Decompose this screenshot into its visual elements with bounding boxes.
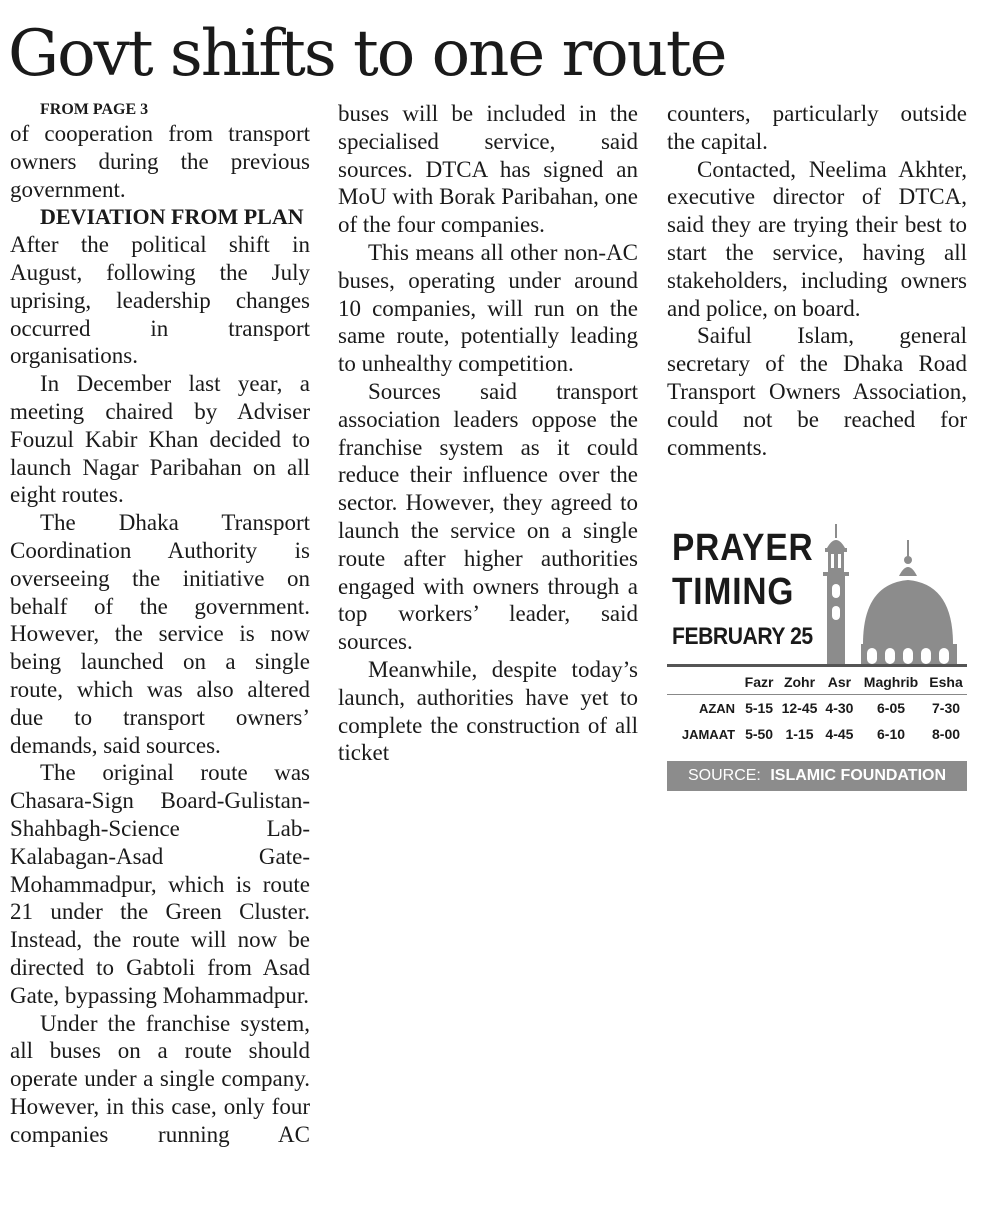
azan-fazr: 5-15 [745, 700, 774, 716]
prayer-header-row [667, 670, 967, 695]
paragraph: buses will be included in the specialised service, said sources. DTCA has signed an MoU with Borak Paribahan, one of the four companies. [338, 101, 638, 238]
paragraph: counters, particularly outside the capital. [667, 101, 967, 154]
prayer-date: FEBRUARY 25 [672, 623, 813, 650]
article-column-3 [667, 100, 967, 461]
paragraph: The Dhaka Transport Coordination Authority is overseeing the initiative on behalf of the government. However, the service is now being launched on a single route, which was also altered due to transport owners’ demands, said sources. [10, 510, 310, 758]
paragraph: of cooperation from transport owners during the previous government. [10, 121, 310, 202]
header-fazr: Fazr [741, 670, 777, 695]
jamaat-asr: 4-45 [825, 726, 854, 742]
prayer-table [667, 670, 967, 747]
paragraph: This means all other non-AC buses, operating under around 10 companies, will run on the same route, potentially leading to unhealthy competition. [338, 239, 638, 377]
jamaat-zohr: 1-15 [785, 726, 814, 742]
azan-maghrib: 6-05 [877, 700, 906, 716]
paragraph: Contacted, Neelima Akhter, executive director of DTCA, said they are trying their best to start the service, having all stakeholders, including owners and police, on board. [667, 156, 967, 321]
jamaat-esha: 8-00 [932, 726, 961, 742]
header-corner [667, 670, 741, 695]
source-bar [667, 761, 967, 791]
header-asr: Asr [822, 670, 857, 695]
prayer-timing-box [667, 520, 967, 792]
headline: Govt shifts to one route [8, 17, 726, 91]
azan-esha: 7-30 [932, 700, 961, 716]
article-column-1 [10, 100, 310, 1148]
kicker-from-page: FROM PAGE 3 [40, 101, 149, 118]
paragraph: Sources said transport association leaders oppose the franchise system as it could reduce their influence over the sector. However, they agreed to launch the service on a single route after higher authorities engaged with owners through a top workers’ leader, said sources. [338, 378, 638, 655]
azan-zohr: 12-45 [781, 700, 818, 716]
paragraph: Saiful Islam, general secretary of the Dhaka Road Transport Owners Association, could not be reached for comments. [667, 323, 967, 460]
paragraph: In December last year, a meeting chaired by Adviser Fouzul Kabir Khan decided to launch Nagar Paribahan on all eight routes. [10, 371, 310, 508]
paragraph: Meanwhile, despite today’s launch, authorities have yet to complete the construction of all ticket [338, 656, 638, 766]
subheading: DEVIATION FROM PLAN [40, 204, 304, 230]
header-maghrib: Maghrib [857, 670, 925, 695]
table-row [667, 721, 967, 747]
mosque-icon [817, 520, 967, 664]
source-label: SOURCE: [687, 767, 761, 784]
row-label-jamaat: JAMAAT [681, 726, 736, 742]
azan-asr: 4-30 [825, 700, 854, 716]
row-label-azan: AZAN [698, 700, 736, 716]
prayer-title: PRAYER [672, 527, 814, 569]
header-zohr: Zohr [777, 670, 822, 695]
prayer-divider [667, 664, 967, 667]
source-name: ISLAMIC FOUNDATION [770, 767, 947, 784]
jamaat-fazr: 5-50 [745, 726, 774, 742]
article-column-2 [338, 100, 638, 767]
header-esha: Esha [925, 670, 967, 695]
jamaat-maghrib: 6-10 [877, 726, 906, 742]
paragraph: Under the franchise system, all buses on a route should operate under a single company. However, in this case, only four companies running AC [10, 1010, 310, 1147]
table-row [667, 695, 967, 722]
paragraph: The original route was Chasara-Sign Board-Gulistan-Shahbagh-Science Lab-Kalabagan-Asad Gate-Mohammadpur, which is route 21 under the Green Cluster. Instead, the route will now be directed to Gabtoli from Asad Gate, bypassing Mohammadpur. [10, 760, 310, 1008]
timing-title: TIMING [672, 571, 795, 613]
paragraph: After the political shift in August, following the July uprising, leadership changes occurred in transport organisations. [10, 232, 310, 369]
